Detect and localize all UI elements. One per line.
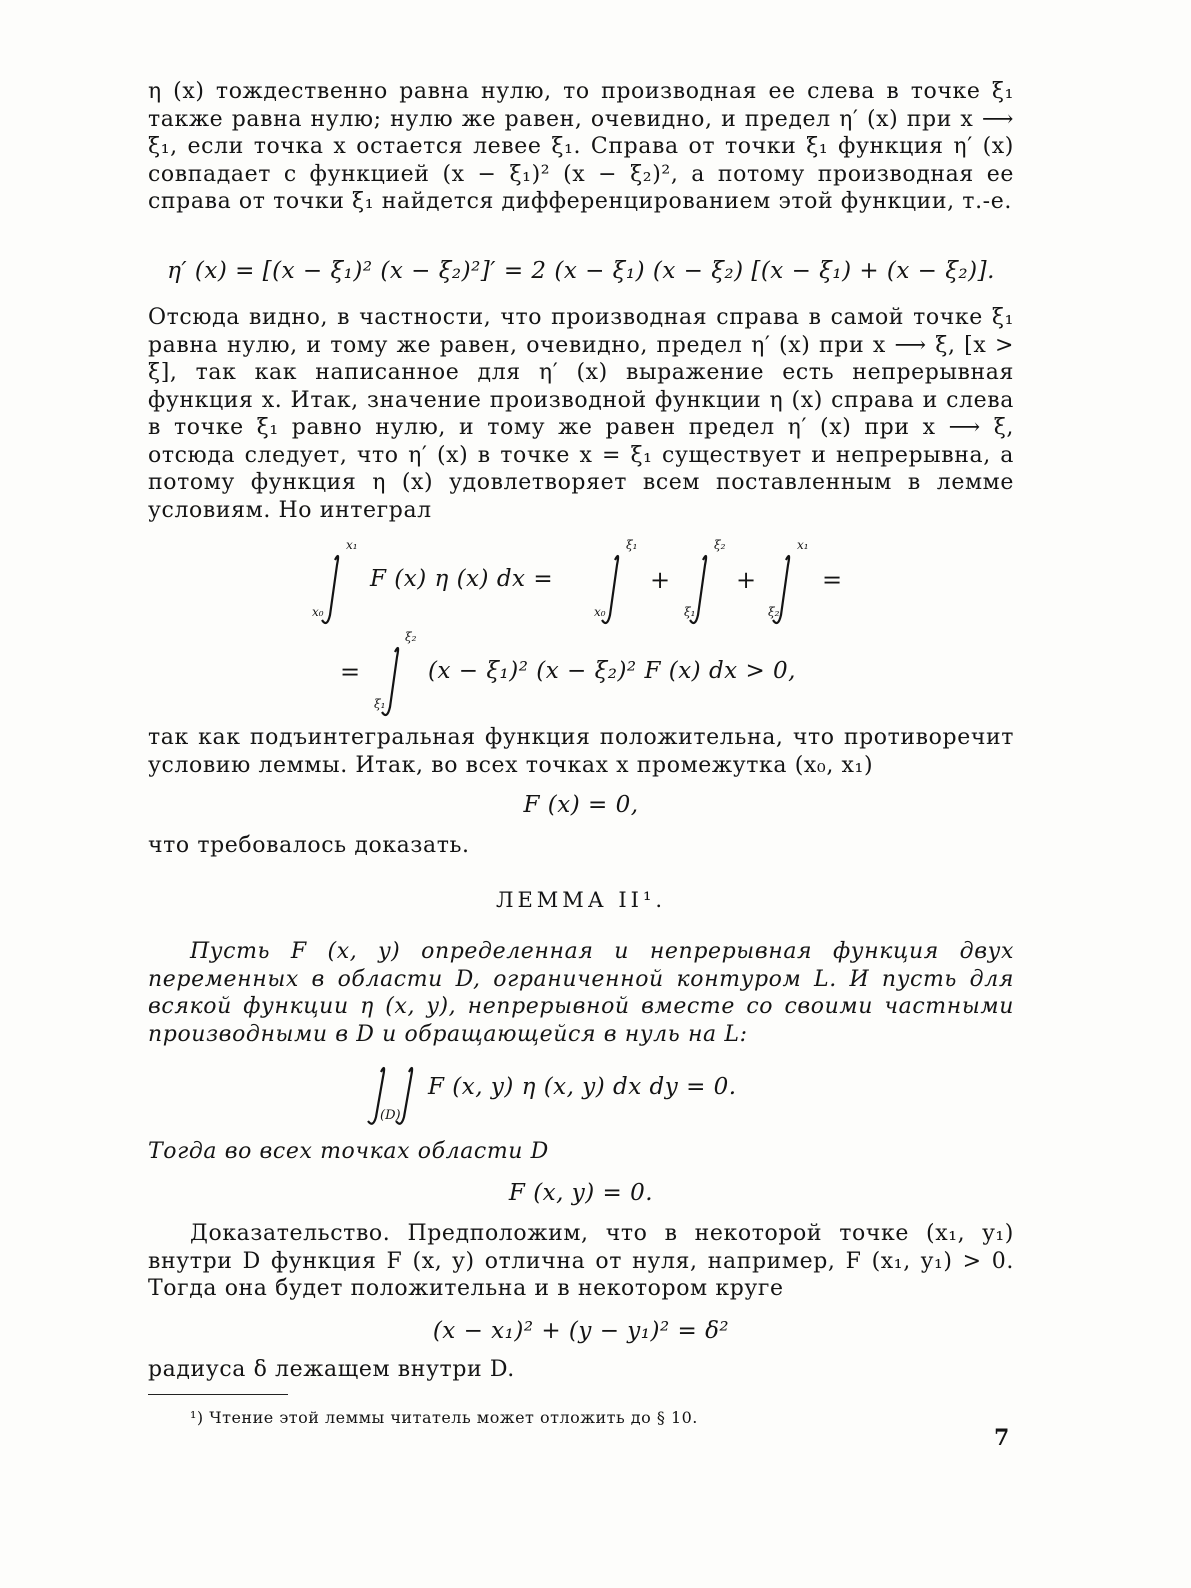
f-zero-equation: F (x) = 0, xyxy=(523,792,639,818)
lemma-conclusion-block xyxy=(148,1138,1014,1166)
integrand: (x − ξ₁)² (x − ξ₂)² F (x) dx > 0, xyxy=(428,658,796,684)
equals-sign: = xyxy=(822,566,843,594)
lower-limit: ξ₁ xyxy=(374,697,386,711)
last-line-block xyxy=(148,1356,1014,1384)
upper-limit: ξ₂ xyxy=(405,630,417,644)
double-integral-region: (D) xyxy=(380,1108,401,1123)
proof-paragraph: Доказательство. Предположим, что в некоторой точке (x₁, y₁) внутри D функция F (x, y) отлична от нуля, например, F (x₁, y₁) > 0. Тогда она будет положительна и в некотором круге xyxy=(148,1221,1014,1301)
circle-equation: (x − x₁)² + (y − y₁)² = δ² xyxy=(432,1318,730,1344)
fxy-zero-equation: F (x, y) = 0. xyxy=(508,1180,654,1206)
upper-limit: x₁ xyxy=(346,538,358,552)
footnote: ¹) Чтение этой леммы читатель может отложить до § 10. xyxy=(190,1408,698,1427)
paragraph: Отсюда видно, в частности, что производная справа в самой точке ξ₁ равна нулю, и тому же равен, очевидно, предел η′ (x) при x ⟶ ξ, [x > ξ], так как написанное для η′ (x) выражение есть непрерывная функция x. Итак, значение производной функции η (x) справа и слева в точке ξ₁ равно нулю, и тому же равен предел η′ (x) при x ⟶ ξ, отсюда следует, что η′ (x) в точке x = ξ₁ существует и непрерывна, а потому функция η (x) удовлетворяет всем поставленным в лемме условиям. Но интеграл xyxy=(148,305,1014,523)
lower-limit: ξ₁ xyxy=(684,605,696,619)
plus-sign: + xyxy=(736,566,757,594)
proof-block xyxy=(148,1220,1014,1303)
paragraph: что требовалось доказать. xyxy=(148,833,470,858)
lower-limit: ξ₂ xyxy=(768,605,780,619)
plus-sign: + xyxy=(650,566,671,594)
lemma-statement-block xyxy=(148,938,1014,1048)
text-block-3 xyxy=(148,724,1014,779)
paragraph: так как подъинтегральная функция положительна, что противоречит условию леммы. Итак, во всех точках x промежутка (x₀, x₁) xyxy=(148,725,1014,778)
text-block-4 xyxy=(148,832,1014,860)
footnote-rule xyxy=(148,1394,288,1395)
upper-limit: ξ₁ xyxy=(626,538,638,552)
lemma-statement: Пусть F (x, y) определенная и непрерывная функция двух переменных в области D, ограниченной контуром L. И пусть для всякой функции η (x, y), непрерывной вместе со своими частными производными в D и обращающейся в нуль на L: xyxy=(148,939,1014,1047)
upper-limit: x₁ xyxy=(797,538,809,552)
lemma-conclusion: Тогда во всех точках области D xyxy=(148,1139,549,1164)
paragraph: η (x) тождественно равна нулю, то производная ее слева в точке ξ₁ также равна нулю; нулю же равен, очевидно, и предел η′ (x) при x ⟶ ξ₁, если точка x остается левее ξ₁. Справа от точки ξ₁ функция η′ (x) совпадает с функцией (x − ξ₁)² (x − ξ₂)², а потому производная ее справа от точки ξ₁ найдется дифференцированием этой функции, т.-е. xyxy=(148,79,1014,214)
double-integral-integrand: F (x, y) η (x, y) dx dy = 0. xyxy=(428,1074,737,1100)
last-line: радиуса δ лежащем внутри D. xyxy=(148,1357,515,1382)
equals-sign: = xyxy=(340,658,361,686)
lower-limit: x₀ xyxy=(594,605,606,619)
integrand: F (x) η (x) dx = xyxy=(370,566,554,592)
upper-limit: ξ₂ xyxy=(714,538,726,552)
page-number: 7 xyxy=(994,1425,1010,1451)
lemma-heading: ЛЕММА II¹. xyxy=(495,888,667,912)
derivative-equation: η′ (x) = [(x − ξ₁)² (x − ξ₂)²]′ = 2 (x − ξ₁) (x − ξ₂) [(x − ξ₁) + (x − ξ₂)]. xyxy=(167,258,995,284)
lower-limit: x₀ xyxy=(312,605,324,619)
integral-sign xyxy=(322,556,338,623)
